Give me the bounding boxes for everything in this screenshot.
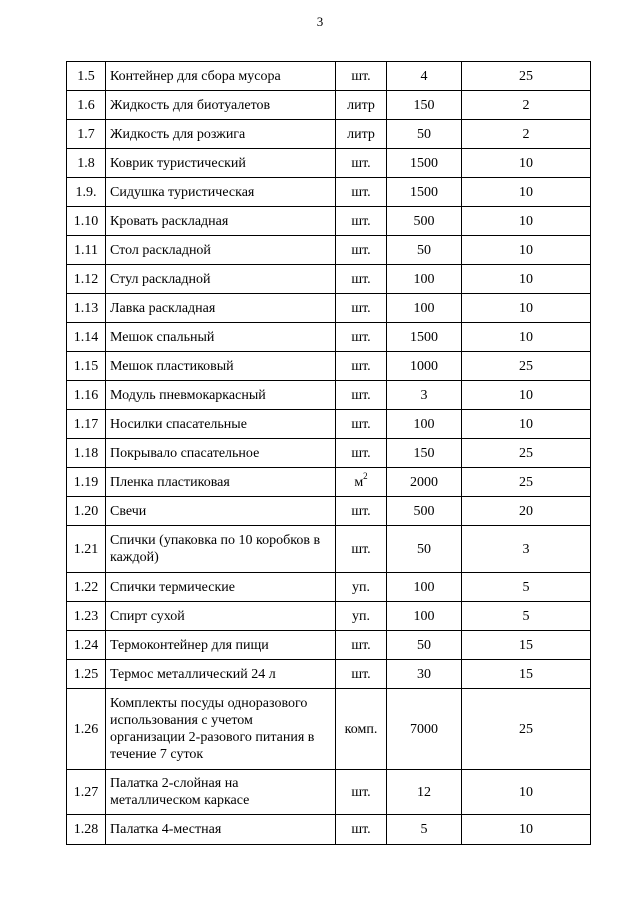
item-name: Сидушка туристическая [106,178,336,207]
item-unit: шт. [336,323,387,352]
item-value: 10 [462,265,591,294]
item-name: Коврик туристический [106,149,336,178]
item-value: 15 [462,660,591,689]
table-row [67,236,591,265]
item-value: 10 [462,207,591,236]
item-number: 1.23 [67,602,106,631]
item-value: 25 [462,352,591,381]
item-value: 25 [462,689,591,770]
item-number: 1.15 [67,352,106,381]
item-unit: шт. [336,815,387,845]
item-quantity: 2000 [387,468,462,497]
item-unit: уп. [336,602,387,631]
item-name: Контейнер для сбора мусора [106,62,336,91]
supplies-table [66,61,591,845]
item-unit: шт. [336,660,387,689]
item-name: Покрывало спасательное [106,439,336,468]
item-name: Мешок пластиковый [106,352,336,381]
item-name: Стол раскладной [106,236,336,265]
item-value: 25 [462,439,591,468]
item-number: 1.19 [67,468,106,497]
table-row [67,207,591,236]
item-unit: шт. [336,410,387,439]
item-number: 1.8 [67,149,106,178]
page-number: 3 [316,14,324,29]
item-value: 2 [462,120,591,149]
item-name: Кровать раскладная [106,207,336,236]
item-unit [336,468,387,497]
table-row [67,631,591,660]
item-value: 5 [462,602,591,631]
item-value: 15 [462,631,591,660]
item-number: 1.27 [67,770,106,815]
item-value: 25 [462,468,591,497]
table-row [67,410,591,439]
item-quantity: 150 [387,439,462,468]
item-quantity: 50 [387,120,462,149]
table-row [67,178,591,207]
item-name: Термоконтейнер для пищи [106,631,336,660]
item-number: 1.11 [67,236,106,265]
item-quantity: 100 [387,265,462,294]
item-unit: шт. [336,631,387,660]
item-unit: уп. [336,573,387,602]
table-row [67,91,591,120]
item-quantity: 150 [387,91,462,120]
item-quantity: 1500 [387,149,462,178]
item-unit: литр [336,91,387,120]
item-unit: шт. [336,352,387,381]
item-name: Палатка 4-местная [106,815,336,845]
item-number: 1.22 [67,573,106,602]
table-row [67,149,591,178]
unit-text: м [354,474,364,490]
item-unit: шт. [336,207,387,236]
item-value: 20 [462,497,591,526]
item-value: 3 [462,526,591,573]
item-value: 10 [462,149,591,178]
item-name: Спички термические [106,573,336,602]
item-value: 10 [462,236,591,265]
item-quantity: 1500 [387,323,462,352]
item-name: Жидкость для розжига [106,120,336,149]
table-row [67,770,591,815]
unit-superscript: 2 [363,470,368,481]
item-quantity: 500 [387,207,462,236]
item-value: 10 [462,381,591,410]
table-row [67,265,591,294]
item-name: Пленка пластиковая [106,468,336,497]
item-unit: шт. [336,381,387,410]
table-row [67,294,591,323]
item-value: 10 [462,323,591,352]
item-name: Мешок спальный [106,323,336,352]
item-value: 10 [462,178,591,207]
item-number: 1.21 [67,526,106,573]
item-quantity: 5 [387,815,462,845]
item-number: 1.20 [67,497,106,526]
item-unit: шт. [336,236,387,265]
item-name: Спирт сухой [106,602,336,631]
table-row [67,439,591,468]
item-unit: шт. [336,497,387,526]
item-value: 10 [462,815,591,845]
item-value: 5 [462,573,591,602]
item-number: 1.6 [67,91,106,120]
table-row [67,660,591,689]
table-row [67,602,591,631]
item-value: 25 [462,62,591,91]
item-quantity: 100 [387,573,462,602]
item-number: 1.14 [67,323,106,352]
item-unit: шт. [336,770,387,815]
item-quantity: 100 [387,410,462,439]
item-unit: шт. [336,62,387,91]
table-row [67,689,591,770]
item-name: Носилки спасательные [106,410,336,439]
table-row [67,323,591,352]
item-quantity: 500 [387,497,462,526]
table-row [67,381,591,410]
item-quantity: 1500 [387,178,462,207]
item-name: Лавка раскладная [106,294,336,323]
item-name: Модуль пневмокаркасный [106,381,336,410]
item-unit: шт. [336,178,387,207]
table-row [67,352,591,381]
item-number: 1.16 [67,381,106,410]
item-number: 1.13 [67,294,106,323]
item-name: Термос металлический 24 л [106,660,336,689]
item-number: 1.28 [67,815,106,845]
item-quantity: 30 [387,660,462,689]
item-name: Комплекты посуды одноразового использования с учетом организации 2-разового питания в течение 7 суток [106,689,336,770]
item-quantity: 4 [387,62,462,91]
item-quantity: 50 [387,631,462,660]
item-number: 1.9. [67,178,106,207]
item-name: Палатка 2-слойная на металлическом каркасе [106,770,336,815]
item-quantity: 12 [387,770,462,815]
item-quantity: 50 [387,526,462,573]
item-number: 1.17 [67,410,106,439]
item-unit: шт. [336,149,387,178]
item-value: 2 [462,91,591,120]
item-name: Спички (упаковка по 10 коробков в каждой) [106,526,336,573]
item-value: 10 [462,410,591,439]
table-row [67,526,591,573]
item-number: 1.7 [67,120,106,149]
item-number: 1.12 [67,265,106,294]
item-value: 10 [462,294,591,323]
table-row [67,815,591,845]
item-unit: литр [336,120,387,149]
table-row [67,497,591,526]
item-quantity: 1000 [387,352,462,381]
item-quantity: 100 [387,294,462,323]
item-number: 1.5 [67,62,106,91]
item-value: 10 [462,770,591,815]
item-number: 1.25 [67,660,106,689]
item-unit: шт. [336,526,387,573]
item-name: Жидкость для биотуалетов [106,91,336,120]
item-number: 1.18 [67,439,106,468]
item-unit: шт. [336,439,387,468]
table-row [67,468,591,497]
item-number: 1.26 [67,689,106,770]
item-number: 1.10 [67,207,106,236]
item-unit: комп. [336,689,387,770]
item-unit: шт. [336,265,387,294]
table-row [67,120,591,149]
item-quantity: 100 [387,602,462,631]
table-row [67,573,591,602]
item-name: Свечи [106,497,336,526]
item-quantity: 7000 [387,689,462,770]
item-quantity: 50 [387,236,462,265]
item-number: 1.24 [67,631,106,660]
item-unit: шт. [336,294,387,323]
table-row [67,62,591,91]
item-quantity: 3 [387,381,462,410]
item-name: Стул раскладной [106,265,336,294]
